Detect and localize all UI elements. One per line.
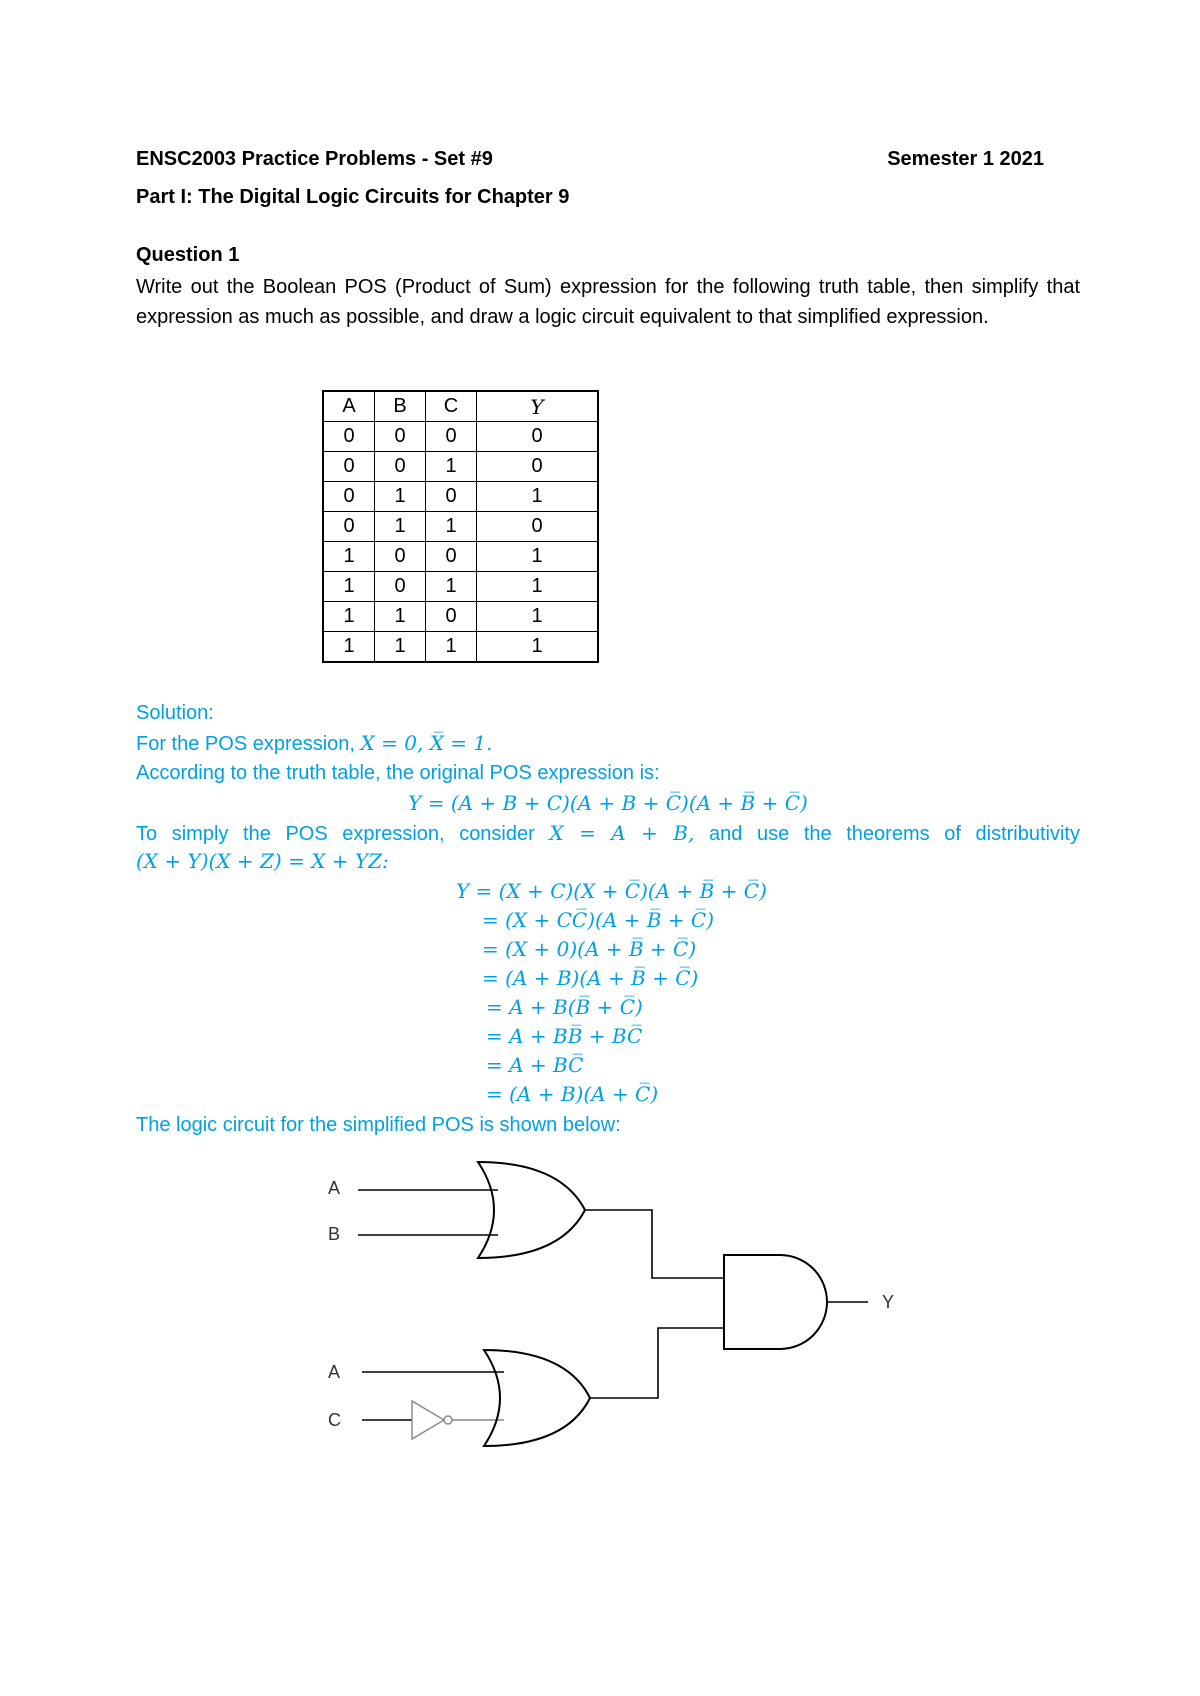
or-gate-1 [478,1162,585,1258]
part-heading: Part I: The Digital Logic Circuits for Chapter 9 [136,186,570,208]
step-7: = A + BC̅ [486,1053,584,1077]
truth-table-cell: 0 [426,482,477,512]
line3-suffix: and use the theorems of distributivity [708,823,1080,845]
input-label-a1: A [328,1178,341,1198]
semester-label: Semester 1 2021 [887,148,1044,170]
truth-table-cell: 1 [477,482,599,512]
truth-table-cell: 1 [323,542,375,572]
step-6: = A + BB̅ + BC̅ [486,1024,643,1048]
truth-table-cell: 1 [375,482,426,512]
line3-math: X = A + B, [549,821,695,845]
header-b: B [375,391,426,422]
truth-table-cell: 1 [375,512,426,542]
truth-table-cell: 1 [323,572,375,602]
step-5: = A + B(B̅ + C̅) [486,995,643,1019]
header-c: C [426,391,477,422]
header-a: A [323,391,375,422]
truth-table-cell: 0 [323,452,375,482]
question-text: Write out the Boolean POS (Product of Sum) expression for the following truth table, then simplify that expression as much as possible, and draw a logic circuit equivalent to that simplified expression. [136,276,1080,328]
step-3: = (X + 0)(A + B̅ + C̅) [482,937,697,961]
line3-prefix: To simply the POS expression, consider [136,823,535,845]
truth-table-cell: 0 [426,602,477,632]
truth-table-cell: 0 [426,542,477,572]
truth-table-cell: 0 [375,542,426,572]
input-label-c: C [328,1410,341,1430]
truth-table-cell: 0 [477,512,599,542]
line1-prefix: For the POS expression, [136,733,355,755]
truth-table-cell: 0 [477,422,599,452]
circuit-caption: The logic circuit for the simplified POS is shown below: [136,1114,621,1136]
truth-table-cell: 1 [426,572,477,602]
step-2: = (X + CC̅)(A + B̅ + C̅) [482,908,715,932]
document-title: ENSC2003 Practice Problems - Set #9 [136,148,493,170]
truth-table-cell: 0 [323,482,375,512]
wire-or1-to-and [585,1210,724,1278]
output-label-y: Y [882,1292,895,1312]
step-8: = (A + B)(A + C̅) [486,1082,659,1106]
truth-table-cell: 1 [477,572,599,602]
input-label-a2: A [328,1362,341,1382]
question-title: Question 1 [136,244,240,266]
wire-or2-to-and [590,1328,724,1398]
header-y: Y [477,391,599,422]
truth-table-cell: 1 [426,632,477,663]
truth-table-cell: 1 [477,542,599,572]
truth-table-cell: 0 [375,422,426,452]
line1-math: X = 0, X̅ = 1. [360,731,493,755]
step-1: Y = (X + C)(X + C̅)(A + B̅ + C̅) [456,879,767,903]
truth-table-cell: 1 [323,602,375,632]
or-gate-2 [484,1350,590,1446]
step-4: = (A + B)(A + B̅ + C̅) [482,966,699,990]
input-label-b: B [328,1224,341,1244]
truth-table-cell: 1 [375,602,426,632]
truth-table-cell: 1 [375,632,426,663]
truth-table-cell: 1 [426,512,477,542]
solution-line-2: According to the truth table, the original POS expression is: [136,762,660,784]
truth-table-cell: 0 [323,512,375,542]
distributivity-theorem: (X + Y)(X + Z) = X + YZ: [136,849,389,873]
truth-table-cell: 1 [477,632,599,663]
truth-table-cell: 0 [375,452,426,482]
original-pos-expression: Y = (A + B + C)(A + B + C̅)(A + B̅ + C̅) [408,791,808,815]
truth-table-cell: 0 [375,572,426,602]
solution-label: Solution: [136,702,214,724]
not-gate [412,1401,444,1439]
truth-table-cell: 1 [426,452,477,482]
truth-table-cell: 1 [477,602,599,632]
truth-table-cell: 0 [426,422,477,452]
truth-table-cell: 0 [323,422,375,452]
truth-table-cell: 1 [323,632,375,663]
and-gate [724,1255,827,1349]
truth-table-cell: 0 [477,452,599,482]
